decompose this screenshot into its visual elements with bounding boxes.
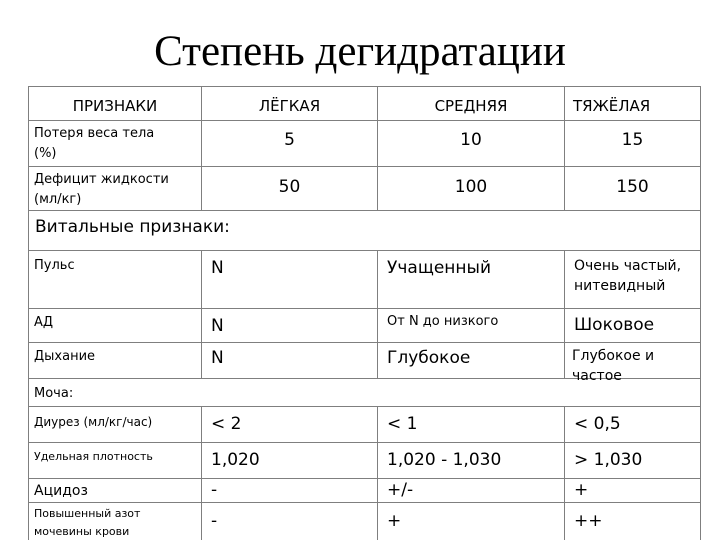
table-header-row [29,86,701,120]
page-title: Степень дегидратации [154,28,566,75]
row-label-pulse: Пульс [29,251,202,308]
value-line: Очень частый, [574,258,682,274]
label-line: (мл/кг) [34,192,82,207]
row-label-fluid-deficit [29,167,202,210]
row-label-diuresis: Диурез (мл/кг/час) [29,407,202,442]
value-severe: ++ [565,503,701,540]
value-mild: - [202,479,378,502]
value-severe: + [565,479,701,502]
value-severe: Шоковое [565,309,701,342]
value-mild: N [202,309,378,342]
value-moderate: Учащенный [378,251,565,308]
header-signs: ПРИЗНАКИ [29,87,202,120]
value-moderate: 100 [378,167,565,210]
value-line: Глубокое и [572,348,655,364]
value-severe-breathing [572,346,654,386]
value-mild: N [202,251,378,308]
value-line: частое [572,368,622,384]
value-severe: 150 [565,167,701,210]
table-row [29,166,701,210]
value-mild: < 2 [202,407,378,442]
dehydration-table [28,86,700,540]
value-severe: > 1,030 [565,443,701,478]
value-moderate: 10 [378,121,565,166]
section-title-vital: Витальные признаки: [29,211,701,250]
label-line: Повышенный азот [34,507,141,520]
header-mild: ЛЁГКАЯ [202,87,378,120]
value-mild: 5 [202,121,378,166]
table-row [29,478,701,502]
value-severe: 15 [565,121,701,166]
header-moderate: СРЕДНЯЯ [378,87,565,120]
table-row [29,502,701,540]
label-line: Потеря веса тела [34,126,155,141]
row-label-specific-gravity: Удельная плотность [29,443,202,478]
value-moderate: +/- [378,479,565,502]
label-line: Дефицит жидкости [34,172,169,187]
row-label-blood-pressure: АД [29,309,202,342]
header-severe: ТЯЖЁЛАЯ [565,87,701,120]
value-mild: 1,020 [202,443,378,478]
value-mild: 50 [202,167,378,210]
value-mild: N [202,343,378,378]
value-moderate: + [378,503,565,540]
label-line: (%) [34,146,57,161]
row-label-breathing: Дыхание [29,343,202,378]
value-line: нитевидный [574,278,666,294]
row-label-acidosis: Ацидоз [29,479,202,502]
value-moderate: < 1 [378,407,565,442]
value-moderate: 1,020 - 1,030 [378,443,565,478]
value-severe: < 0,5 [565,407,701,442]
row-label-blood-urea-nitrogen [29,503,202,540]
value-moderate: От N до низкого [378,309,565,342]
section-title-urine: Моча: [29,379,701,406]
table-row [29,250,701,308]
value-severe [565,251,701,308]
label-line: мочевины крови [34,525,130,538]
row-label-weight-loss [29,121,202,166]
table-row [29,308,701,342]
table-row [29,406,701,442]
value-mild: - [202,503,378,540]
table-row [29,442,701,478]
value-moderate: Глубокое [378,343,565,378]
table-row [29,120,701,166]
section-row-vital [29,210,701,250]
